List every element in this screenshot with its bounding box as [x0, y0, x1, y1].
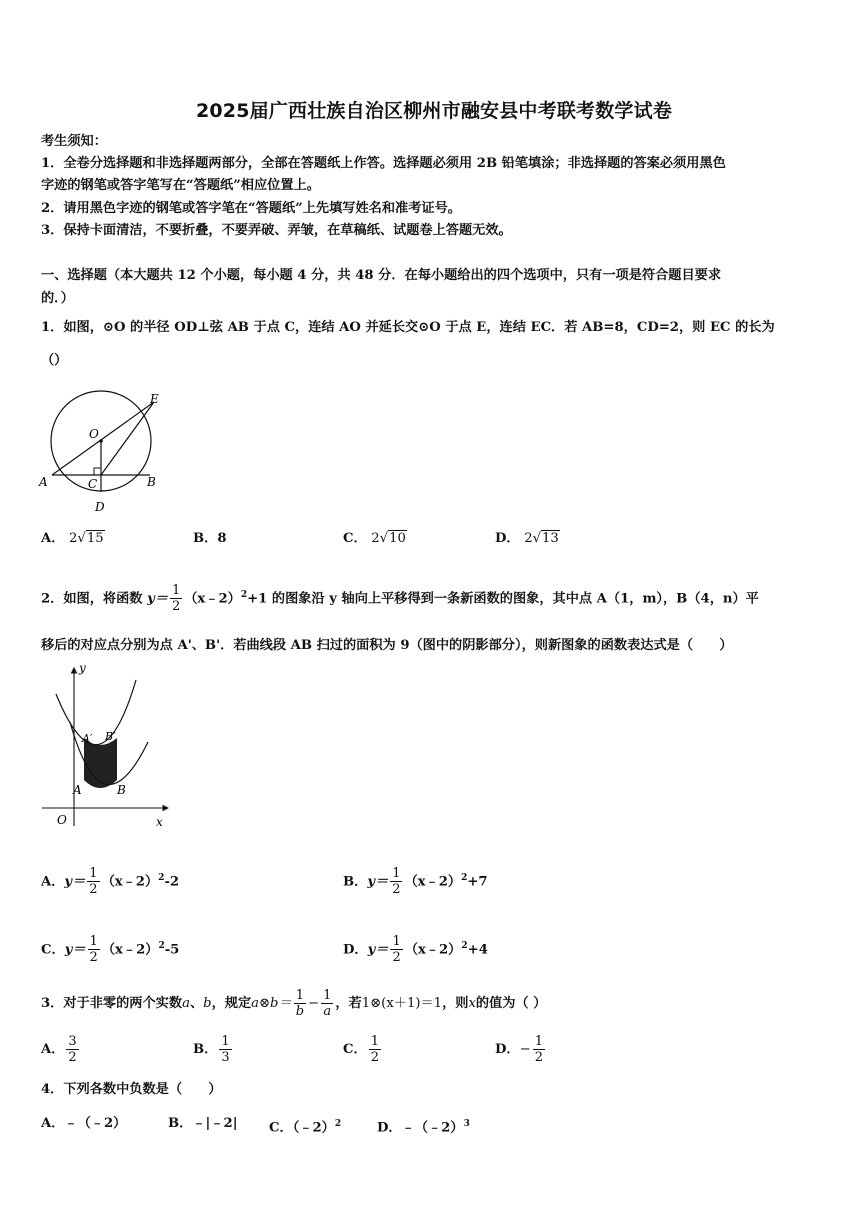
- q3-option-c[interactable]: C． $\frac{1}{2}$: [343, 1034, 379, 1065]
- label-o: O: [89, 427, 99, 441]
- q2-option-b[interactable]: B．y＝ $\frac{1}{2}$ （x﹣2）$^2$+7: [343, 866, 488, 898]
- label-d: D: [95, 500, 105, 514]
- notice-item-1-cont: 字迹的钢笔或答字笔写在“答题纸”相应位置上。: [41, 178, 320, 193]
- q2-option-a[interactable]: A．y＝ $\frac{1}{2}$ （x﹣2）$^2$-2: [41, 866, 180, 898]
- label-y: y: [79, 661, 86, 675]
- label-a-prime: A′: [82, 732, 93, 745]
- notice-item-1: 1．全卷分选择题和非选择题两部分，全部在答题纸上作答。选择题必须用 2B 铅笔填涂；非选择题的答案必须用黑色: [41, 156, 726, 171]
- q1-paren: （）: [41, 353, 68, 368]
- line-ae: [52, 402, 154, 475]
- notice-item-3: 3．保持卡面清洁，不要折叠，不要弄破、弄皱，在草稿纸、试题卷上答题无效。: [41, 223, 512, 238]
- q1-stem: 1．如图，⊙O 的半径 OD⊥弦 AB 于点 C，连结 AO 并延长交⊙O 于点 E，连结 EC．若 AB=8，CD=2，则 EC 的长为: [41, 320, 775, 335]
- q2-stem-cont: 移后的对应点分别为点 A'、B'．若曲线段 AB 扫过的面积为 9（图中的阴影部分），则新图象的函数表达式是（ ）: [41, 638, 733, 653]
- q2-parabola-figure: [40, 660, 180, 832]
- center-dot: [99, 439, 103, 443]
- q3-option-b[interactable]: B． $\frac{1}{3}$: [193, 1034, 230, 1065]
- q1-circle-figure: [36, 390, 176, 516]
- q2-option-c[interactable]: C．y＝ $\frac{1}{2}$ （x﹣2）$^2$-5: [41, 934, 180, 966]
- q1-option-b[interactable]: B．8: [193, 531, 227, 546]
- label-e: E: [150, 392, 159, 406]
- shaded-region: [84, 738, 117, 788]
- q4-option-c[interactable]: C．（﹣2）$^2$: [269, 1119, 342, 1136]
- label-b: B: [147, 475, 156, 489]
- page-title: 2025届广西壮族自治区柳州市融安县中考联考数学试卷: [195, 100, 673, 122]
- q4-option-d[interactable]: D．﹣（﹣2）$^3$: [377, 1119, 470, 1136]
- q1-option-d[interactable]: D． 2√13: [495, 531, 559, 546]
- shifted-parabola: [56, 680, 136, 745]
- label-c: C: [88, 477, 98, 491]
- section-heading-cont: 的．）: [41, 291, 74, 306]
- section-heading: 一、选择题（本大题共 12 个小题，每小题 4 分，共 48 分．在每小题给出的四个选项中，只有一项是符合题目要求: [41, 268, 722, 283]
- q2-option-d[interactable]: D．y＝ $\frac{1}{2}$ （x﹣2）$^2$+4: [343, 934, 488, 966]
- label-x: x: [156, 815, 163, 829]
- q4-option-a[interactable]: A．﹣（﹣2）: [41, 1116, 127, 1131]
- right-angle-mark: [94, 468, 101, 475]
- notice-heading: 考生须知：: [41, 134, 107, 149]
- q3-option-d[interactable]: D．− $\frac{1}{2}$: [495, 1034, 543, 1065]
- label-a: A: [39, 475, 48, 489]
- line-ec: [101, 402, 154, 475]
- label-b-prime: B′: [105, 730, 116, 743]
- q3-option-a[interactable]: A． $\frac{3}{2}$: [41, 1034, 77, 1065]
- notice-item-2: 2．请用黑色字迹的钢笔或答字笔在“答题纸”上先填写姓名和准考证号。: [41, 201, 461, 216]
- label-b: B: [117, 783, 126, 797]
- q4-option-b[interactable]: B．﹣|﹣2|: [168, 1116, 238, 1131]
- q1-option-a[interactable]: A． 2√15: [41, 531, 104, 546]
- q2-stem: 2．如图，将函数 y＝ $\frac{1}{2}$ （x﹣2）$^2$+1 的图象沿 y 轴向上平移得到一条新函数的图象，其中点 A（1，m），B（4，n）平: [41, 583, 759, 615]
- q3-stem: 3．对于非零的两个实数a、b，规定a⊗b＝ $\frac{1}{b}$ − $\frac{1}{a}$ ，若1⊗(x＋1)＝1，则x的值为（ ）: [41, 988, 547, 1019]
- label-origin: O: [57, 813, 67, 827]
- label-a: A: [73, 783, 82, 797]
- q4-stem: 4．下列各数中负数是（ ）: [41, 1082, 222, 1097]
- q1-option-c[interactable]: C． 2√10: [343, 531, 406, 546]
